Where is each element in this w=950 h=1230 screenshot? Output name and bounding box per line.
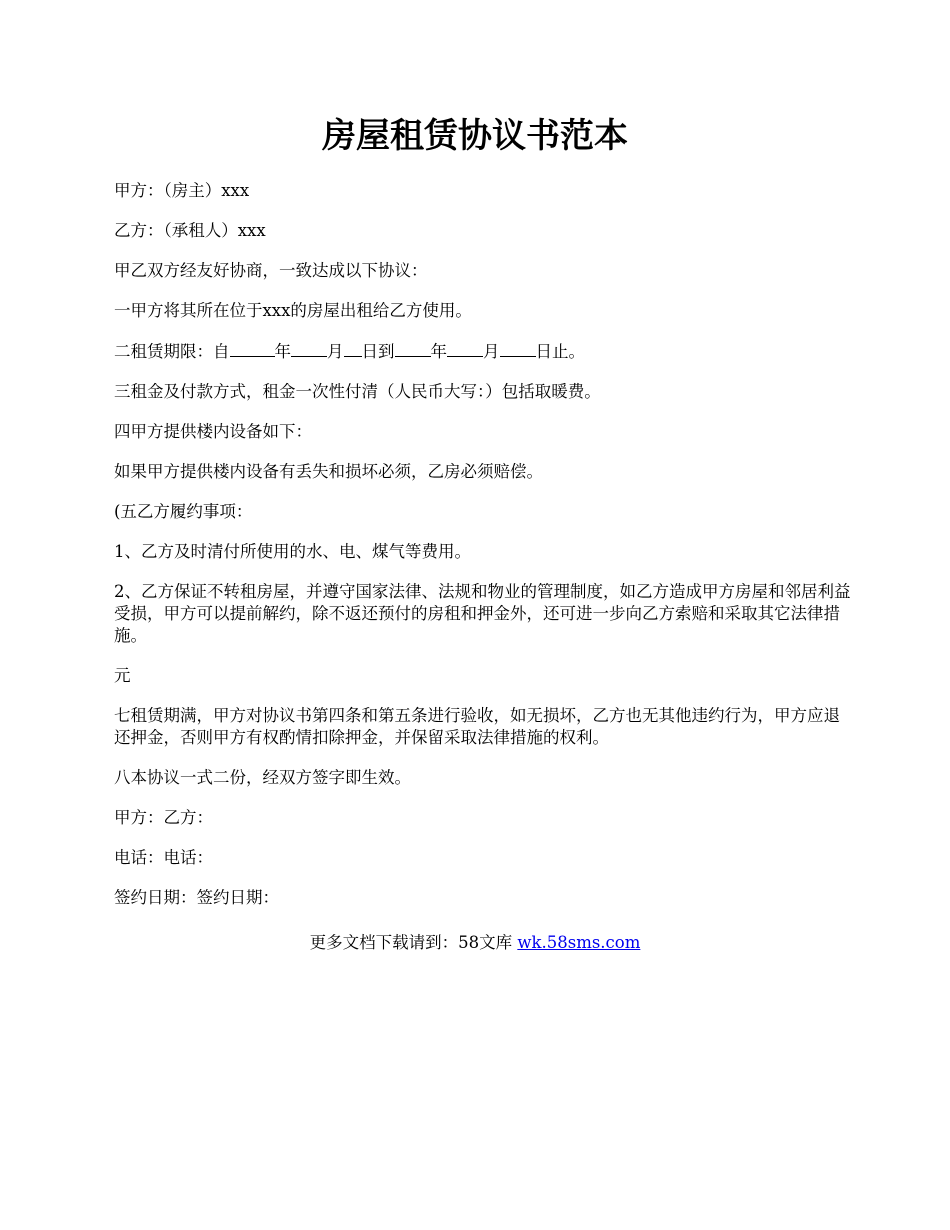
blank-end-day [500,340,536,357]
clause-3: 三租金及付款方式，租金一次性付清（人民币大写：）包括取暖费。 [114,382,601,401]
blank-start-day [344,340,362,357]
clause-4-note: 如果甲方提供楼内设备有丢失和损坏必须，乙房必须赔偿。 [114,462,543,481]
clause-7: 七租赁期满，甲方对协议书第四条和第五条进行验收，如无损坏，乙方也无其他违约行为，甲方应退还押金，否则甲方有权酌情扣除押金，并保留采取法律措施的权利。 [114,706,840,747]
clause-2-day-to: 日到 [361,342,395,361]
footer [0,932,950,954]
footer-text: 更多文档下载请到：58文库 [309,933,518,952]
clause-2-lease-term [114,340,854,363]
clause-5-item-1: 1、乙方及时清付所使用的水、电、煤气等费用。 [114,542,471,561]
clause-4: 四甲方提供楼内设备如下： [114,422,312,441]
yuan-line: 元 [114,666,131,685]
clause-2-year-2: 年 [430,342,447,361]
clause-8: 八本协议一式二份，经双方签字即生效。 [114,768,411,787]
party-b-line: 乙方：（承租人）xxx [114,221,266,240]
footer-link[interactable]: wk.58sms.com [517,933,641,952]
clause-2-prefix: 二租赁期限：自 [114,342,230,361]
signatures-line: 甲方：乙方： [114,808,213,827]
document-title: 房屋租赁协议书范本 [322,116,628,156]
clause-2-end: 日止。 [535,342,585,361]
dates-line: 签约日期：签约日期： [114,888,279,907]
blank-end-year [395,340,431,357]
clause-2-year-1: 年 [274,342,291,361]
blank-start-month [291,340,327,357]
clause-5-item-2: 2、乙方保证不转租房屋，并遵守国家法律、法规和物业的管理制度，如乙方造成甲方房屋和邻居利益受损，甲方可以提前解约，除不返还预付的房租和押金外，还可进一步向乙方索赔和采取其它法律措施。 [114,582,851,645]
intro-paragraph: 甲乙双方经友好协商，一致达成以下协议： [114,261,428,280]
blank-start-year [230,340,275,357]
clause-2-month-2: 月 [483,342,500,361]
clause-5: (五乙方履约事项： [114,502,253,521]
party-a-line: 甲方：（房主）xxx [114,181,250,200]
blank-end-month [447,340,483,357]
clause-1: 一甲方将其所在位于xxx的房屋出租给乙方使用。 [114,301,472,320]
phones-line: 电话：电话： [114,848,213,867]
clause-2-month-1: 月 [327,342,344,361]
document-body [114,180,854,927]
